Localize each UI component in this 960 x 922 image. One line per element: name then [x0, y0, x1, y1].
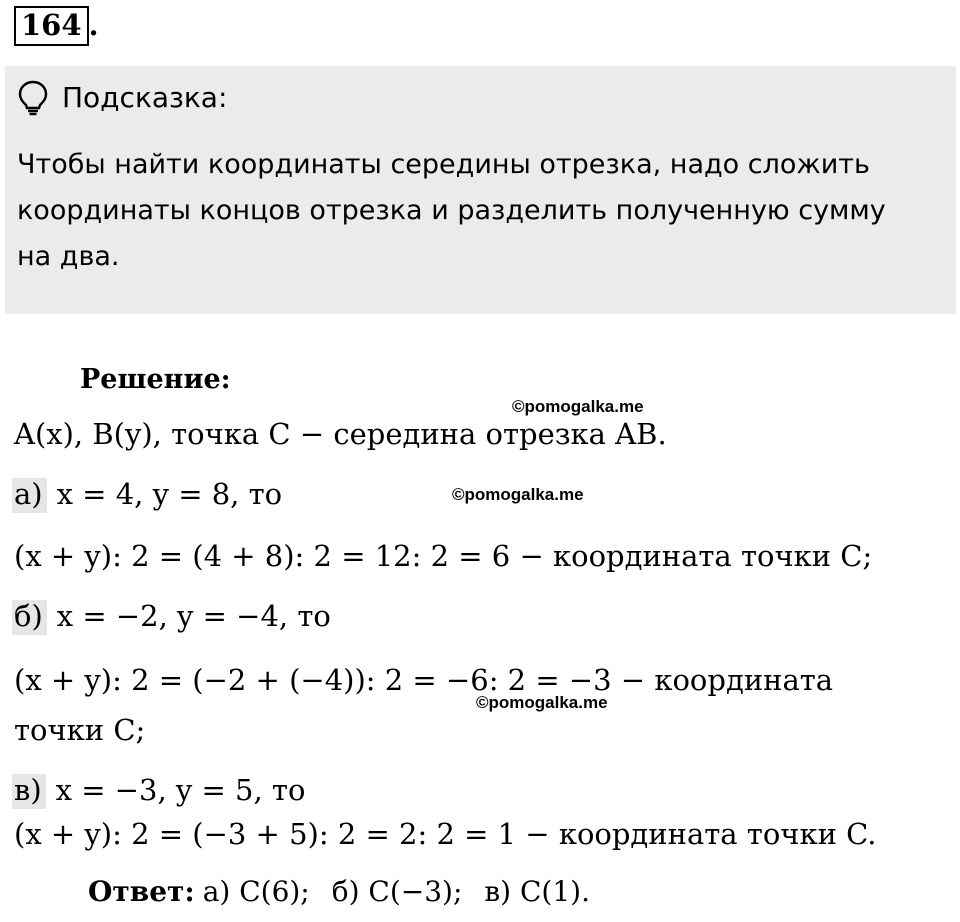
hint-line: координаты концов отрезка и разделить полученную сумму — [17, 195, 886, 226]
watermark: ©pomogalka.me — [452, 485, 584, 504]
item-a-condition — [14, 478, 282, 513]
item-a-calculation: (x + y): 2 = (4 + 8): 2 = 12: 2 = 6 − координата точки C; — [14, 539, 873, 573]
watermark: ©pomogalka.me — [512, 397, 644, 416]
item-a-cond-text: x = 4, y = 8, то — [56, 477, 283, 511]
item-b-calculation: (x + y): 2 = (−2 + (−4)): 2 = −6: 2 = −3 − координата — [14, 663, 834, 697]
answer-c: в) C(1). — [484, 875, 590, 908]
item-b-condition — [14, 600, 331, 635]
solution-intro: A(x), B(y), точка C − середина отрезка AB. — [14, 417, 667, 451]
watermark: ©pomogalka.me — [476, 693, 608, 712]
hint-title: Подсказка: — [62, 81, 228, 114]
item-c-cond-text: x = −3, y = 5, то — [55, 773, 306, 807]
hint-header — [18, 80, 227, 116]
lightbulb-icon — [18, 80, 48, 116]
item-c-calculation: (x + y): 2 = (−3 + 5): 2 = 2: 2 = 1 − координата точки C. — [14, 817, 877, 851]
item-b-cond-text: x = −2, y = −4, то — [56, 599, 331, 633]
problem-number — [14, 6, 99, 46]
item-c-label: в) — [12, 774, 46, 809]
solution-heading: Решение: — [80, 364, 231, 395]
hint-line: на два. — [17, 241, 120, 272]
item-b-label: б) — [12, 600, 47, 635]
answer-label: Ответ: — [88, 875, 195, 908]
problem-number-dot: . — [88, 8, 99, 42]
answer-a: а) C(6); — [202, 875, 310, 908]
problem-number-box: 164 — [14, 6, 89, 46]
hint-box — [5, 66, 956, 314]
item-c-condition — [14, 774, 305, 809]
answer — [88, 875, 590, 908]
item-b-calculation-cont: точки C; — [14, 713, 146, 747]
hint-line: Чтобы найти координаты середины отрезка, надо сложить — [17, 149, 870, 180]
item-a-label: а) — [12, 478, 47, 513]
answer-b: б) C(−3); — [331, 875, 463, 908]
hint-text — [17, 142, 947, 280]
